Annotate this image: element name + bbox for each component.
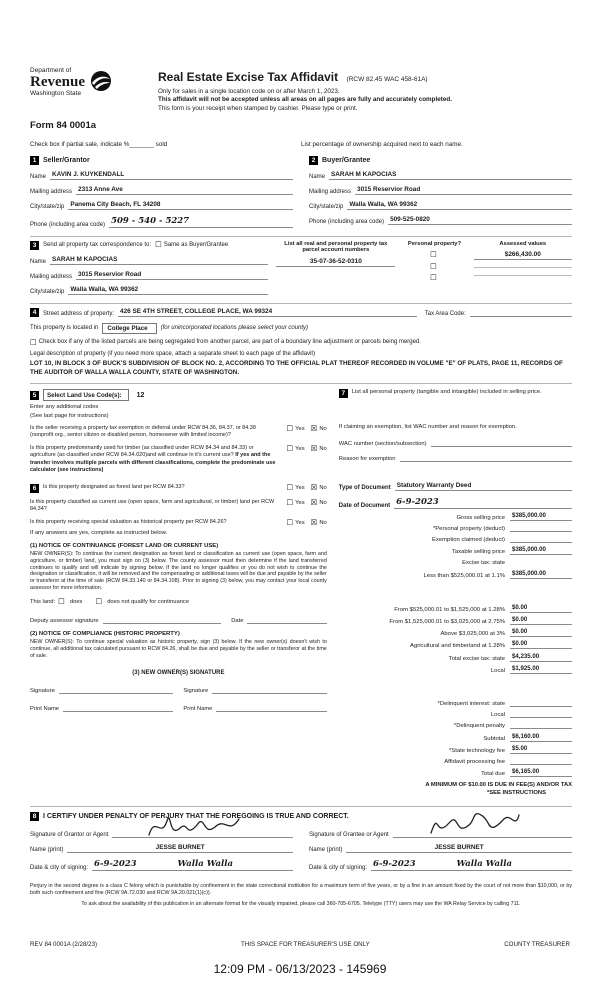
total-excise-state-row [339, 653, 572, 662]
state-technology-fee-value: $5.00 [510, 745, 572, 754]
parcel-numbers-header: List all real and personal property tax parcel account numbers [284, 240, 388, 254]
historical-yes-checkbox[interactable]: ☐ [286, 518, 294, 528]
buyer-name-value: SARAH M KAPOCIAS [329, 171, 572, 180]
grantor-date-city-label: Date & city of signing: [30, 865, 89, 872]
affidavit-page [30, 68, 572, 909]
owner-printname-line-1[interactable] [63, 704, 173, 712]
header-note-1: Only for sales in a single location code on or after March 1, 2023. [158, 87, 340, 95]
grantor-name-value: JESSE BURNET [67, 844, 293, 853]
excise-tax-state-row [339, 558, 572, 566]
notice-compliance-title: (2) NOTICE OF COMPLIANCE (HISTORIC PROPERTY) [30, 630, 180, 637]
parcel-number-value: 35-07-36-52-0310 [276, 258, 395, 267]
divider [474, 260, 572, 268]
seller-phone-row [30, 216, 293, 228]
grantor-name-label: Name (print) [30, 847, 64, 854]
buyer-city-label: City/state/zip [309, 203, 344, 210]
treasurer-space-label: THIS SPACE FOR TREASURER'S USE ONLY [241, 941, 370, 948]
buyer-address-value: 3015 Reservior Road [355, 186, 572, 195]
exemption-deferral-question-row [30, 425, 327, 439]
owner-signature-label-1: Signature [30, 687, 55, 694]
section-3-number: 3 [30, 241, 39, 250]
seller-address-value: 2313 Anne Ave [76, 186, 293, 195]
forest-land-question: Is this property designated as forest land per RCW 84.33? [43, 483, 185, 490]
total-due-row [339, 768, 572, 777]
header-note-2: This affidavit will not be accepted unless all areas on all pages are fully and accurately completed. [158, 96, 452, 103]
certify-statement: I CERTIFY UNDER PENALTY OF PERJURY THAT THE FOREGOING IS TRUE AND CORRECT. [43, 813, 349, 821]
buyer-title: Buyer/Grantee [322, 156, 371, 164]
dor-swirl-icon [90, 70, 112, 92]
wac-number-row [339, 438, 572, 447]
tax-area-code-value [470, 308, 572, 317]
yes-label: Yes [295, 446, 305, 453]
ownership-note: List percentage of ownership acquired next to each name. [301, 140, 463, 148]
partial-sale-note: Check box if partial sale, indicate %_______ sold [30, 140, 168, 148]
deputy-signature-line[interactable] [103, 616, 222, 624]
timber-question-bold: If yes and the transfer involves multiple parcels with different classifications, complete the predominate use calculator (see instructions) [30, 452, 276, 473]
excise-tax-state-blank [510, 558, 572, 566]
new-owner-signature-row [30, 686, 327, 694]
left-column [30, 389, 327, 796]
grantee-signature-label: Signature of Grantee or Agent [309, 832, 389, 839]
tier3-row [339, 616, 572, 625]
delinquent-interest-row [339, 699, 572, 707]
correspondence-city-value: Walla Walla, WA 99362 [68, 286, 268, 295]
forest-yes-checkbox[interactable]: ☐ [286, 482, 294, 492]
correspondence-address-row [30, 271, 268, 280]
grantor-date-city-row [30, 859, 293, 871]
seller-phone-label: Phone (including area code) [30, 221, 106, 228]
historical-no-checkbox[interactable]: ☒ [310, 518, 318, 528]
delinquent-penalty-value[interactable] [510, 721, 572, 729]
owner-signature-line-1[interactable] [59, 686, 174, 694]
tier1-row [339, 570, 572, 579]
affidavit-processing-fee-row [339, 757, 572, 765]
state-technology-fee-row [339, 745, 572, 754]
grantor-signature-line[interactable] [112, 829, 293, 838]
current-use-no-checkbox[interactable]: ☒ [310, 497, 318, 507]
gross-selling-price-label: Gross selling price [456, 514, 505, 521]
tier2-value: $0.00 [510, 604, 572, 613]
date-of-document-label: Date of Document [338, 502, 391, 509]
state-technology-fee-label: *State technology fee [448, 747, 505, 754]
legal-description-label: Legal description of property (if you need more space, attach a separate sheet to each page of the affidavit) [30, 351, 316, 357]
timber-agriculture-question-row [30, 445, 327, 474]
section-seller [30, 156, 293, 228]
grantee-name-row [309, 844, 572, 853]
revenue-label: Revenue [30, 73, 85, 90]
yes-label: Yes [295, 519, 305, 526]
this-land-label: This land: [30, 599, 56, 605]
seller-city-value: Panema City Beach, FL 34208 [68, 201, 293, 210]
total-excise-state-value: $4,235.00 [510, 653, 572, 662]
correspondence-city-label: City/state/zip [30, 288, 65, 295]
current-use-question-row [30, 499, 327, 513]
deputy-date-line[interactable] [247, 616, 326, 624]
if-yes-note: If any answers are yes, complete as instructed below. [30, 529, 168, 536]
seller-name-value: KAVIN J. KUYKENDALL [50, 171, 293, 180]
personal-property-checkbox-2[interactable]: ☐ [430, 261, 437, 271]
located-in-note: (for unincorporated locations please select your county) [160, 325, 309, 331]
date-of-document-value: 6-9-2023 [394, 497, 572, 509]
street-address-value: 426 SE 4TH STREET, COLLEGE PLACE, WA 99324 [118, 308, 417, 317]
reason-exemption-value[interactable] [400, 453, 572, 462]
buyer-name-row [309, 171, 572, 180]
no-label: No [319, 519, 327, 526]
delinquent-local-value[interactable] [510, 710, 572, 718]
segregated-checkbox[interactable]: ☐ [30, 337, 37, 347]
located-in-label: This property is located in [30, 325, 99, 331]
new-owner-printname-row [30, 704, 327, 712]
grantor-signature-row [30, 829, 293, 838]
correspondence-name-value: SARAH M KAPOCIAS [50, 256, 268, 265]
tier1-value: $385,000.00 [510, 570, 572, 579]
type-of-document-label: Type of Document [338, 484, 391, 491]
section-4-number: 4 [30, 308, 39, 317]
personal-property-deduct-row [339, 524, 572, 532]
notice-continuance-body: NEW OWNER(S): To continue the current designation as forest land or classification as current use (open space, farm and agriculture, or timber) land, you must sign on (3) below. The county assessor must then determine if the land transferred continues to qualify and will indicate by signing below. If the land no longer qualifies or you do not wish to continue the designation or classification, it will be removed and the compensating or additional taxes will be due and payable by the seller or transferor at the time of sale (RCW 84.33.140 or 84.34.108). Prior to signing (3) below, you may contact your local county assessor for more information. [30, 550, 327, 592]
see-instructions-label: (See last page for instructions) [30, 413, 109, 419]
taxable-selling-price-row [339, 546, 572, 555]
notice-continuance-title: (1) NOTICE OF CONTINUANCE (FOREST LAND OR CURRENT USE) [30, 542, 219, 549]
buyer-name-label: Name [309, 173, 326, 180]
buyer-phone-row [309, 216, 572, 225]
capture-timestamp: 12:09 PM - 06/13/2023 - 145969 [213, 962, 387, 976]
delinquent-local-row [339, 710, 572, 718]
timber-question-text: Is this property predominantly used for timber (as classified under RCW 84.34 and 84.33) or agriculture (as classified under RCW 84.34.020)and will continue in it's current use? [30, 445, 254, 459]
date-of-document-row [339, 497, 572, 509]
delinquent-penalty-label: *Delinquent penalty [453, 723, 505, 730]
exemption-deferral-question: Is the seller receiving a property tax exemption or deferral under RCW 84.36, 84.37, or 84.38 (nonprofit org., senior citizen or disabled person, homeowner with limited income)? [30, 425, 256, 439]
send-correspondence-label: Send all property tax correspondence to: [43, 242, 152, 248]
forest-no-checkbox[interactable]: ☒ [310, 482, 318, 492]
located-in-select[interactable]: College Place [102, 323, 156, 334]
delinquent-penalty-row [339, 721, 572, 729]
buyer-city-value: Walla Walla, WA 99362 [347, 201, 572, 210]
tier3-value: $0.00 [510, 616, 572, 625]
affidavit-processing-fee-label: Affidavit processing fee [444, 758, 505, 765]
subtotal-row [339, 733, 572, 742]
does-not-label: does not qualify for continuance [107, 599, 190, 605]
reason-exemption-label: Reason for exemption [338, 455, 396, 462]
tier2-row [339, 604, 572, 613]
no-label: No [319, 425, 327, 432]
total-due-label: Total due [481, 771, 505, 778]
local-tax-row [339, 665, 572, 674]
seller-name-label: Name [30, 173, 47, 180]
form-title-rcw: (RCW 82.45 WAC 458-61A) [346, 76, 428, 83]
owner-printname-label-1: Print Name [30, 705, 59, 712]
buyer-phone-value: 509-525-0820 [388, 216, 572, 225]
exemption-claimed-row [339, 535, 572, 543]
buyer-address-row [309, 186, 572, 195]
taxable-selling-price-value: $385,000.00 [510, 546, 572, 555]
does-label: does [69, 599, 83, 605]
divider [474, 268, 572, 276]
additional-codes-label: Enter any additional codes [30, 404, 99, 410]
deputy-assessor-label: Deputy assessor signature [30, 617, 99, 624]
no-label: No [319, 446, 327, 453]
historical-question-row [30, 519, 327, 527]
tier4-label: Above $3,025,000 at 3% [440, 631, 505, 638]
delinquent-interest-label: *Delinquent interest: state [437, 700, 505, 707]
perjury-statement: Perjury in the second degree is a class C felony which is punishable by confinement in the state correctional institution for a maximum term of five years, or by a fine in an amount fixed by the court of not more than $10,000, or by both such confinement and fine (RCW 9A.72.030 and RCW 9A.20.021(1)(c)). [30, 883, 572, 897]
owner-signature-line-2[interactable] [212, 686, 327, 694]
personal-property-deduct-value[interactable] [510, 524, 572, 532]
county-treasurer-label: COUNTY TREASURER [504, 941, 570, 948]
personal-property-checkbox-3[interactable]: ☐ [430, 273, 437, 283]
title-block [158, 68, 572, 112]
agricultural-value: $0.00 [510, 640, 572, 649]
section-2-number: 2 [309, 156, 318, 165]
land-use-code-select[interactable]: Select Land Use Code(s): [43, 389, 129, 401]
form-title: Real Estate Excise Tax Affidavit [158, 70, 339, 84]
grantee-name-label: Name (print) [309, 847, 343, 854]
dor-logo [30, 68, 148, 97]
grantee-date-city-label: Date & city of signing: [309, 865, 368, 872]
section-6-number: 6 [30, 484, 39, 493]
buyer-phone-label: Phone (including area code) [309, 218, 385, 225]
grantee-signing-city: Walla Walla [454, 859, 572, 871]
dor-logo-text [30, 68, 85, 97]
gross-selling-price-value: $385,000.00 [510, 512, 572, 521]
timber-yes-checkbox[interactable]: ☐ [286, 444, 294, 454]
section-property-location [30, 303, 572, 378]
no-label: No [319, 499, 327, 506]
forest-land-question-row [30, 484, 327, 493]
seller-buyer-sections [30, 156, 572, 228]
does-not-checkbox[interactable]: ☐ [95, 597, 103, 607]
grantee-date-city-row [309, 859, 572, 871]
tier4-row [339, 628, 572, 637]
intro-row [30, 141, 572, 148]
form-number: Form 84 0001a [30, 119, 97, 131]
owner-printname-label-2: Print Name [183, 705, 213, 712]
type-of-document-value: Statutory Warranty Deed [395, 482, 572, 491]
seller-address-row [30, 186, 293, 195]
yes-label: Yes [295, 499, 305, 506]
grantor-signature-scribble [145, 807, 241, 841]
owner-signature-label-2: Signature [183, 687, 209, 694]
affidavit-processing-fee-value[interactable] [510, 757, 572, 765]
excise-tax-state-label: Excise tax: state [462, 560, 505, 567]
reason-exemption-row [339, 453, 572, 462]
type-of-document-row [339, 482, 572, 491]
grantor-signing-block [30, 823, 293, 871]
exemption-yes-checkbox[interactable]: ☐ [286, 424, 294, 433]
current-use-question: Is this property classified as current use (open space, farm and agricultural, or timber) land per RCW 84.34? [30, 498, 275, 512]
no-label: No [319, 484, 327, 491]
owner-printname-line-2[interactable] [216, 704, 326, 712]
rev-number: REV 84 0001A (2/28/23) [30, 941, 98, 948]
taxable-selling-price-label: Taxable selling price [451, 549, 505, 556]
grantor-signature-label: Signature of Grantor or Agent [30, 832, 109, 839]
alternate-format-note: To ask about the availability of this publication in an alternate format for the visually impaired, please call 360-705-6705. Teletype (TTY) users may use the WA Relay Service by calling 711. [81, 901, 521, 908]
same-as-buyer-label: Same as Buyer/Grantee [163, 242, 229, 248]
section-personal-property [339, 389, 572, 796]
correspondence-city-row [30, 286, 268, 295]
exemption-claimed-value[interactable] [510, 535, 572, 543]
grantee-signature-scribble [425, 805, 521, 841]
section-5-number: 5 [30, 391, 39, 400]
local-tax-label: Local [490, 667, 505, 674]
this-land-row [30, 598, 327, 606]
yes-label: Yes [295, 425, 305, 432]
gross-selling-price-row [339, 512, 572, 521]
personal-property-header: Personal property? [407, 240, 462, 247]
grantee-signing-block [309, 823, 572, 871]
buyer-address-label: Mailing address [309, 188, 352, 195]
personal-property-title: List all personal property (tangible and intangible) included in selling price. [351, 389, 542, 395]
main-columns [30, 383, 572, 796]
grantee-signing-date: 6-9-2023 [371, 859, 454, 871]
local-tax-value: $1,925.00 [510, 665, 572, 674]
wac-number-label: WAC number (section/subsection) [338, 440, 427, 447]
section-8-number: 8 [30, 812, 39, 821]
tier2-label: From $525,000.01 to $1,525,000 at 1.28% [394, 606, 505, 613]
tier4-value: $0.00 [510, 628, 572, 637]
total-excise-state-label: Total excise tax: state [448, 655, 505, 662]
land-use-code-value: 12 [136, 391, 145, 399]
same-as-buyer-checkbox[interactable]: ☐ [155, 240, 162, 250]
assessed-value: $266,430.00 [474, 251, 572, 260]
assessed-values-header: Assessed values [499, 240, 547, 247]
yes-label: Yes [295, 484, 305, 491]
minimum-fee-note: A MINIMUM OF $10.00 IS DUE IN FEE(S) AND/OR TAX [425, 782, 572, 789]
section-1-number: 1 [30, 156, 39, 165]
street-address-label: Street address of property: [43, 310, 115, 317]
subtotal-label: Subtotal [483, 735, 505, 742]
buyer-city-row [309, 201, 572, 210]
seller-city-label: City/state/zip [30, 203, 65, 210]
legal-description-value: LOT 10, IN BLOCK 3 OF BUCK'S SUBDIVISION OF BLOCK NO. 2, ACCORDING TO THE OFFICIAL PLAT THEREOF RECORDED IN VOLUME "E" OF PLATS, PAGE 11, RECORDS OF THE AUDITOR OF WALLA WALLA COUNTY, STATE OF WASHINGTON. [30, 360, 563, 376]
section-tax-correspondence [30, 236, 572, 295]
total-due-value: $6,165.00 [510, 768, 572, 777]
seller-name-row [30, 171, 293, 180]
tier1-label: Less than $525,000.01 at 1.1% [423, 572, 505, 579]
personal-property-checkbox-1[interactable]: ☐ [430, 250, 437, 260]
see-instructions-note: *SEE INSTRUCTIONS [487, 790, 546, 797]
correspondence-address-label: Mailing address [30, 273, 73, 280]
delinquent-local-label: Local [490, 712, 505, 719]
seller-city-row [30, 201, 293, 210]
grantee-signature-line[interactable] [393, 829, 572, 838]
deputy-assessor-row [30, 616, 327, 624]
current-use-yes-checkbox[interactable]: ☐ [286, 497, 294, 507]
subtotal-value: $6,160.00 [510, 733, 572, 742]
grantee-name-value: JESSE BURNET [346, 844, 572, 853]
tier3-label: From $1,525,000.01 to $3,025,000 at 2.75% [389, 619, 505, 626]
new-owners-signature-title: (3) NEW OWNER(S) SIGNATURE [132, 669, 225, 676]
agricultural-label: Agricultural and timberland at 1.28% [410, 643, 505, 650]
timber-no-checkbox[interactable]: ☒ [310, 444, 318, 454]
delinquent-interest-value[interactable] [510, 699, 572, 707]
personal-property-deduct-label: *Personal property (deduct) [432, 525, 505, 532]
grantor-signing-city: Walla Walla [175, 859, 293, 871]
does-checkbox[interactable]: ☐ [58, 597, 65, 607]
grantor-name-row [30, 844, 293, 853]
seller-address-label: Mailing address [30, 188, 73, 195]
wac-number-value[interactable] [431, 438, 572, 447]
historical-question: Is this property receiving special valuation as historical property per RCW 84.26? [30, 519, 227, 526]
correspondence-address-value: 3015 Reservior Road [76, 271, 268, 280]
deputy-date-label: Date [231, 617, 244, 624]
section-7-number: 7 [339, 389, 348, 398]
washington-state-label: Washington State [30, 89, 82, 97]
section-buyer [309, 156, 572, 228]
form-header [30, 68, 572, 112]
section-certification [30, 806, 572, 871]
agricultural-row [339, 640, 572, 649]
exemption-claimed-label: Exemption claimed (deduct) [431, 537, 505, 544]
header-note-3: This form is your receipt when stamped by cashier. Please type or print. [158, 104, 358, 112]
notice-compliance-body: NEW OWNER(S): To continue special valuation as historic property, sign (3) below. If the new owner(s) doesn't wish to continue, all additional tax calculated pursuant to RCW 84.26, shall be due and payable by the seller or transferor at the time of sale. [30, 638, 327, 659]
correspondence-name-label: Name [30, 258, 47, 265]
form-footer [30, 941, 570, 948]
tax-area-code-label: Tax Area Code: [424, 310, 466, 317]
exemption-note: If claiming an exemption, list WAC number and reason for exemption. [338, 424, 517, 430]
exemption-no-checkbox[interactable]: ☒ [310, 424, 318, 433]
dept-of-label: Department of [30, 67, 72, 74]
segregated-text: Check box if any of the listed parcels are being segregated from another parcel, are part of a boundary line adjustment or parcels being merged. [38, 338, 421, 345]
correspondence-name-row [30, 256, 268, 265]
seller-phone-value: 509 - 540 - 5227 [109, 216, 293, 228]
grantor-signing-date: 6-9-2023 [92, 859, 175, 871]
seller-title: Seller/Grantor [43, 156, 90, 164]
grantee-signature-row [309, 829, 572, 838]
